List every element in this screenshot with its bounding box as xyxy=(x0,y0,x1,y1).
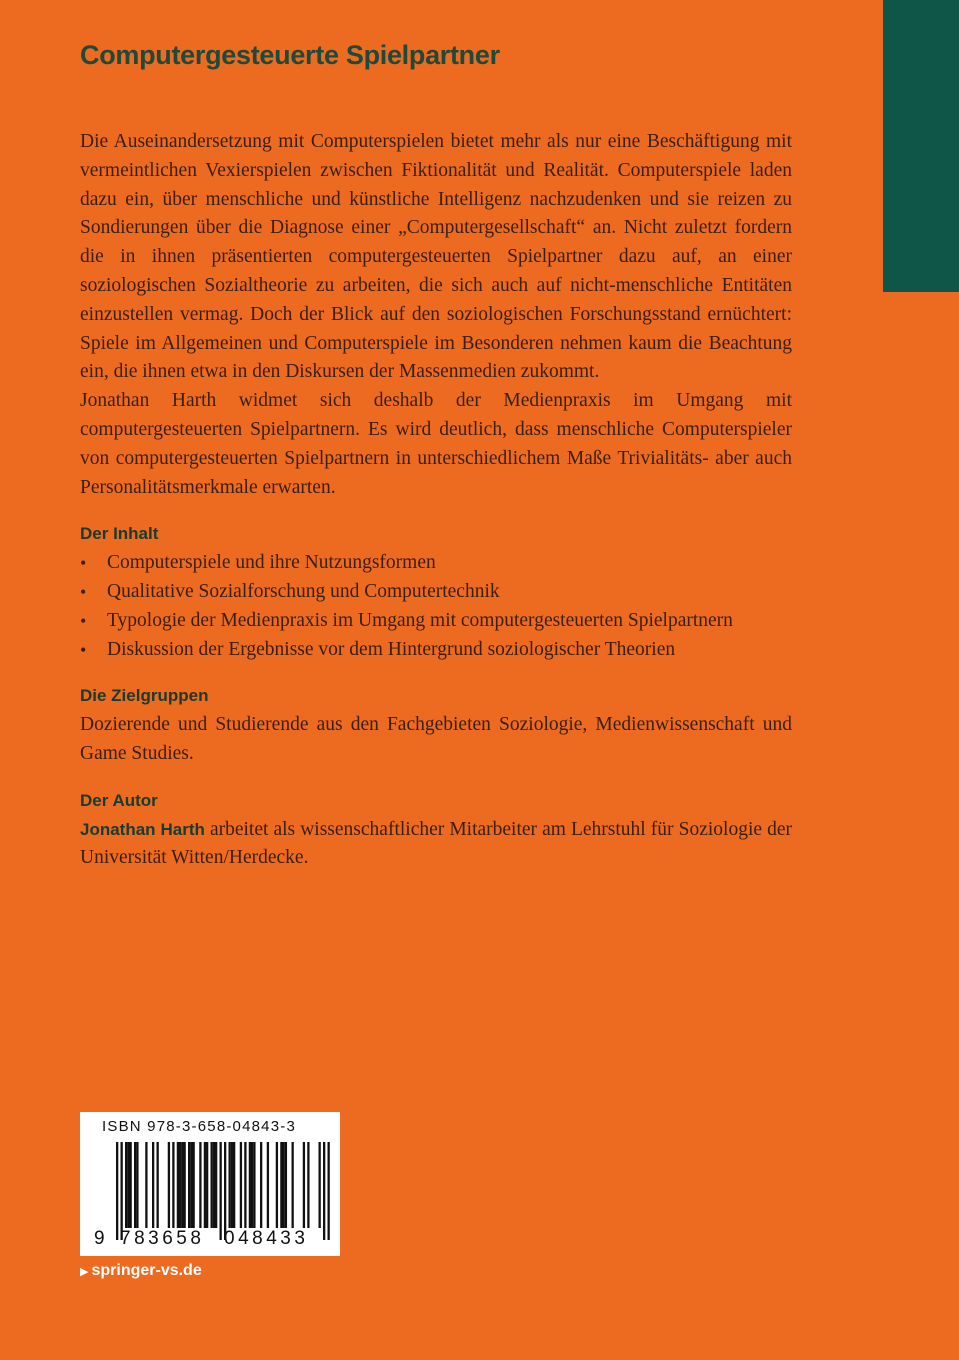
publisher-link[interactable] xyxy=(80,1262,202,1280)
barcode-bar xyxy=(229,1142,231,1228)
accent-tab-bar xyxy=(883,0,959,292)
list-item: • Diskussion der Ergebnisse vor dem Hintergrund soziologischer Theorien xyxy=(80,636,792,665)
barcode-bar xyxy=(179,1142,181,1228)
publisher-website: springer-vs.de xyxy=(91,1262,202,1279)
barcode-bar xyxy=(172,1142,174,1228)
barcode-bar xyxy=(134,1142,136,1228)
barcode-bar xyxy=(204,1142,206,1228)
barcode-bar xyxy=(206,1142,208,1228)
barcode-bar xyxy=(220,1142,222,1240)
barcode-bar xyxy=(276,1142,278,1228)
barcode-bar xyxy=(285,1142,287,1228)
barcode-bar xyxy=(199,1142,201,1228)
barcode-bar xyxy=(328,1142,330,1240)
barcode-bar xyxy=(253,1142,255,1228)
back-cover-text xyxy=(80,128,792,873)
barcode-bar xyxy=(127,1142,129,1228)
barcode-bar xyxy=(244,1142,246,1228)
barcode-digits-group-1: 783658 xyxy=(120,1228,205,1249)
isbn-label: ISBN 978-3-658-04843-3 xyxy=(102,1118,297,1135)
barcode-bar xyxy=(292,1142,294,1228)
barcode-bar xyxy=(231,1142,233,1228)
barcode-lead-digit: 9 xyxy=(94,1228,109,1249)
barcode-bar xyxy=(251,1142,253,1228)
author-text xyxy=(80,816,792,874)
barcode-bar xyxy=(157,1142,159,1228)
barcode-bar xyxy=(145,1142,147,1228)
author-heading: Der Autor xyxy=(80,790,158,810)
author-description: arbeitet als wissenschaftlicher Mitarbeiter am Lehrstuhl für Soziologie der Universität Witten/Herdecke. xyxy=(80,818,792,869)
barcode-bar xyxy=(233,1142,235,1228)
barcode-bar xyxy=(177,1142,179,1228)
barcode-bar xyxy=(260,1142,262,1228)
barcode-bar xyxy=(283,1142,285,1228)
author-name: Jonathan Harth xyxy=(80,819,205,839)
intro-paragraph-1: Die Auseinandersetzung mit Computerspielen bietet mehr als nur eine Beschäftigung mit vermeintlichen Vexierspielen zwischen Fiktionalität und Realität. Computerspiele laden dazu ein, über menschliche und künstliche Intelligenz nachzudenken und sie reizen zu Sondierungen über die Diagnose einer „Computergesellschaft“ an. Nicht zuletzt fordern die in ihnen präsentierten computergesteuerten Spielpartner dazu auf, an einer soziologischen Sozialtheorie zu arbeiten, die sich auch auf nicht-menschliche Entitäten einzustellen vermag. Doch der Blick auf den soziologischen Forschungsstand ernüchtert: Spiele im Allgemeinen und Computerspiele im Besonderen nehmen kaum die Beachtung ein, die ihnen etwa in den Diskursen der Massenmedien zukommt. xyxy=(80,131,792,383)
barcode-bar xyxy=(307,1142,309,1228)
contents-heading: Der Inhalt xyxy=(80,524,159,544)
barcode-bar xyxy=(188,1142,190,1228)
barcode-bar xyxy=(215,1142,217,1228)
isbn-barcode xyxy=(80,1112,340,1256)
barcode-bar xyxy=(130,1142,132,1228)
barcode-bar xyxy=(116,1142,118,1240)
contents-list xyxy=(80,549,792,664)
barcode-bar xyxy=(190,1142,192,1228)
barcode-bar xyxy=(267,1142,269,1228)
barcode-bar xyxy=(319,1142,321,1228)
barcode-bar xyxy=(184,1142,186,1228)
barcode-bar xyxy=(121,1142,123,1240)
triangle-right-icon: ▶ xyxy=(80,1265,89,1278)
list-item: • Computerspiele und ihre Nutzungsformen xyxy=(80,549,792,578)
barcode-bar xyxy=(213,1142,215,1228)
barcode-bar xyxy=(224,1142,226,1240)
barcode-bar xyxy=(193,1142,195,1228)
barcode-bar xyxy=(211,1142,213,1228)
audience-heading: Die Zielgruppen xyxy=(80,686,209,706)
barcode-bar xyxy=(152,1142,154,1228)
audience-text: Dozierende und Studierende aus den Fachgebieten Soziologie, Medienwissenschaft und Game Studies. xyxy=(80,714,792,764)
barcode-bar xyxy=(249,1142,251,1228)
barcode-bar xyxy=(136,1142,138,1228)
list-item: • Qualitative Sozialforschung und Computertechnik xyxy=(80,578,792,607)
barcode-bar xyxy=(181,1142,183,1228)
book-title: Computergesteuerte Spielpartner xyxy=(80,40,500,70)
intro-paragraph-2: Jonathan Harth widmet sich deshalb der Medienpraxis im Umgang mit computergesteuerten Spielpartnern. Es wird deutlich, dass menschliche Computerspieler von computergesteuerten Spielpartnern in unterschiedlichem Maße Trivialitäts- aber auch Personalitätsmerkmale erwarten. xyxy=(80,390,792,498)
barcode-bar xyxy=(303,1142,305,1228)
barcode-bar xyxy=(280,1142,282,1228)
barcode-bar xyxy=(323,1142,325,1240)
barcode-digits-group-2: 048433 xyxy=(224,1228,309,1249)
barcode-bar xyxy=(240,1142,242,1228)
barcode-bar xyxy=(125,1142,127,1228)
list-item: • Typologie der Medienpraxis im Umgang mit computergesteuerten Spielpartnern xyxy=(80,607,792,636)
barcode-bar xyxy=(168,1142,170,1228)
